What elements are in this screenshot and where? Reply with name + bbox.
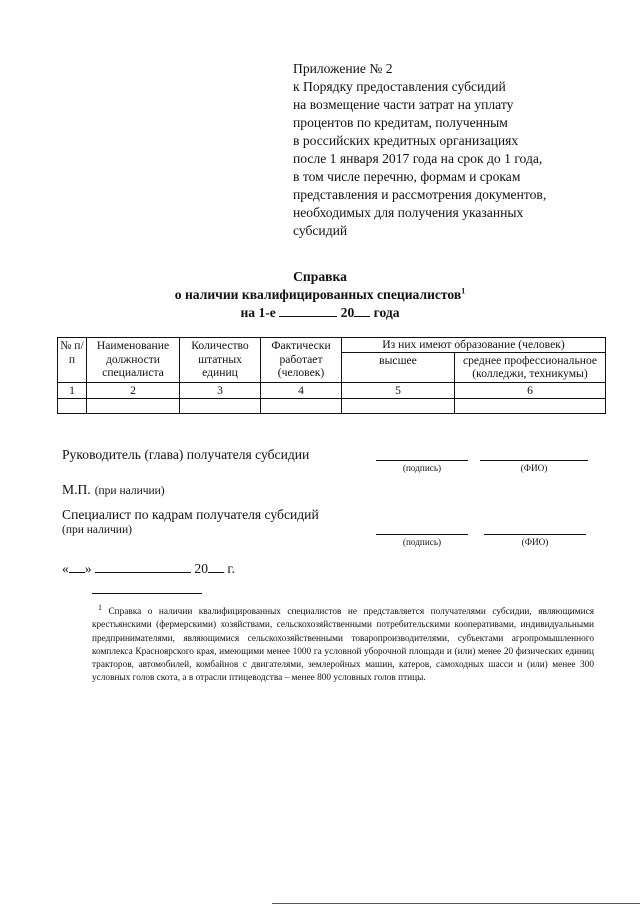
stamp-note: (при наличии) bbox=[94, 485, 165, 497]
head-fio-line[interactable] bbox=[480, 460, 588, 461]
table-cell: 5 bbox=[342, 382, 455, 399]
date-open-quote: « bbox=[62, 561, 69, 576]
appendix-header bbox=[293, 60, 546, 240]
footnote-text: Справка о наличии квалифицированных специалистов не представляется получателями субсидии, являющимися крестьянскими (фермерскими) хозяйствами, сельскохозяйственными потребительскими кооперативами, индивидуальными предпринимателями, являющимися сельскохозяйственными товаропроизводителями, субъектами агропромышленного комплекса Красноярского края, имеющими менее 1000 га условной уборочной площади и (или) менее 20 физических единиц тракторов, автомобилей, комбайнов с двигателями, землеройных машин, катеров, самоходных шасси и (или) менее 300 условных голов скота, а в отрасли птицеводства – менее 800 условных голов птицы. bbox=[92, 607, 594, 684]
appendix-line: на возмещение части затрат на уплату bbox=[293, 97, 514, 112]
date-suffix: г. bbox=[227, 561, 235, 576]
hr-note: (при наличии) bbox=[62, 524, 132, 536]
title-subject: о наличии квалифицированных специалистов bbox=[174, 287, 462, 302]
head-label: Руководитель (глава) получателя субсидии bbox=[62, 447, 310, 462]
month-blank[interactable] bbox=[95, 560, 191, 573]
appendix-line: необходимых для получения указанных bbox=[293, 205, 524, 220]
table-cell[interactable] bbox=[58, 399, 87, 414]
stamp-label: М.П. bbox=[62, 482, 91, 497]
year-blank[interactable] bbox=[354, 304, 370, 317]
signature-caption: (подпись) bbox=[402, 463, 442, 473]
fio-caption: (ФИО) bbox=[520, 463, 548, 473]
table-numbering-row bbox=[58, 382, 606, 399]
table-cell[interactable] bbox=[87, 399, 180, 414]
head-signature-line[interactable] bbox=[376, 460, 468, 461]
table-header-row bbox=[58, 338, 606, 353]
col-number-header: № п/п bbox=[58, 338, 87, 383]
appendix-line: в том числе перечню, формам и срокам bbox=[293, 169, 521, 184]
table-cell: 6 bbox=[455, 382, 606, 399]
appendix-line: Приложение № 2 bbox=[293, 61, 393, 76]
col-position-header: Наименование должности специалиста bbox=[87, 338, 180, 383]
appendix-line: в российских кредитных организациях bbox=[293, 133, 519, 148]
table-cell[interactable] bbox=[342, 399, 455, 414]
table-cell[interactable] bbox=[455, 399, 606, 414]
col-actual-header: Фактически работает (человек) bbox=[261, 338, 342, 383]
date-year-blank[interactable] bbox=[208, 560, 224, 573]
col-staff-units-header: Количество штатных единиц bbox=[180, 338, 261, 383]
fio-caption: (ФИО) bbox=[521, 537, 549, 547]
footnote bbox=[92, 602, 594, 686]
footnote-mark: 1 bbox=[98, 602, 102, 612]
appendix-line: процентов по кредитам, полученным bbox=[293, 115, 508, 130]
date-field bbox=[62, 560, 235, 577]
date-close-quote: » bbox=[84, 561, 92, 576]
appendix-line: субсидий bbox=[293, 223, 348, 238]
appendix-line: к Порядку предоставления субсидий bbox=[293, 79, 506, 94]
table-cell: 2 bbox=[87, 382, 180, 399]
table-cell[interactable] bbox=[261, 399, 342, 414]
table-cell: 1 bbox=[58, 382, 87, 399]
date-year: 20 bbox=[194, 561, 208, 576]
footnote-ref: 1 bbox=[461, 286, 466, 296]
document-title bbox=[0, 268, 640, 322]
date-blank[interactable] bbox=[279, 304, 337, 317]
appendix-line: представления и рассмотрения документов, bbox=[293, 187, 547, 202]
title-line-3 bbox=[0, 304, 640, 322]
col-secondary-header: среднее профессиональное (колледжи, техникумы) bbox=[455, 352, 606, 382]
education-group-header: Из них имеют образование (человек) bbox=[342, 338, 606, 353]
table-row bbox=[58, 399, 606, 414]
hr-fio-line[interactable] bbox=[484, 534, 586, 535]
title-date-year: 20 bbox=[340, 305, 355, 320]
table-cell[interactable] bbox=[180, 399, 261, 414]
day-blank[interactable] bbox=[69, 560, 85, 573]
table-cell: 3 bbox=[180, 382, 261, 399]
footnote-divider bbox=[92, 593, 202, 594]
signature-caption: (подпись) bbox=[402, 537, 442, 547]
col-higher-header: высшее bbox=[342, 352, 455, 382]
stamp-block bbox=[62, 481, 165, 499]
title-date-suffix: года bbox=[373, 305, 400, 320]
table-cell: 4 bbox=[261, 382, 342, 399]
specialists-table bbox=[57, 337, 606, 414]
title-line-1: Справка bbox=[293, 269, 347, 284]
appendix-line: после 1 января 2017 года на срок до 1 года, bbox=[293, 151, 543, 166]
hr-label: Специалист по кадрам получателя субсидий bbox=[62, 507, 319, 522]
hr-signature-line[interactable] bbox=[376, 534, 468, 535]
page-edge-line bbox=[272, 903, 640, 904]
title-line-2 bbox=[0, 286, 640, 304]
title-date-prefix: на 1-е bbox=[240, 305, 276, 320]
